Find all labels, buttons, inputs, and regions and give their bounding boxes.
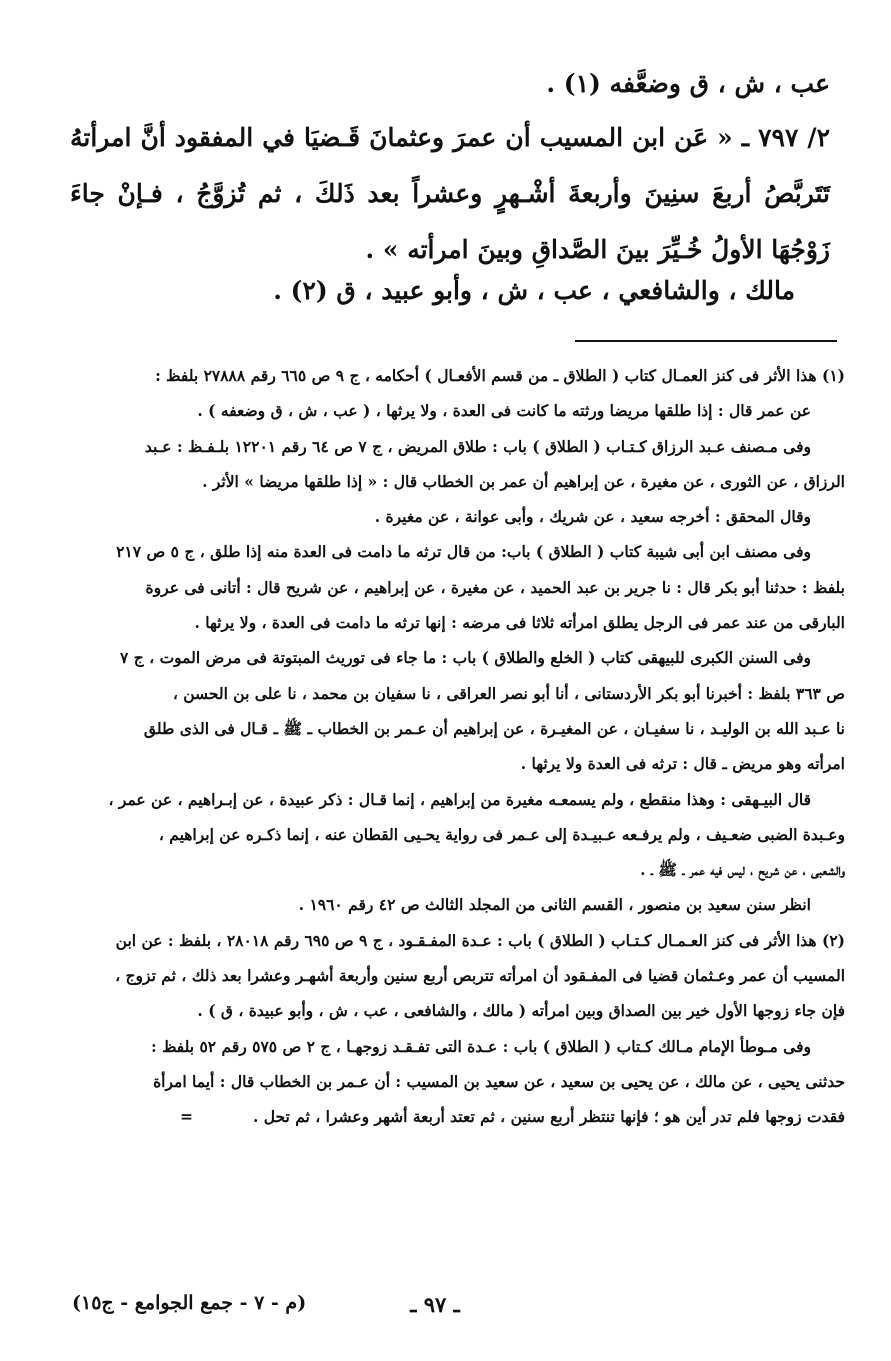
footnote-1-line: نا عـبد الله بن الوليـد ، نا سفيـان ، عن المغيـرة ، عن إبراهيم أن عـمر بن الخطاب ـ ﷺ ـ قـال فى الذى طلق <box>143 718 845 738</box>
continuation-mark: = <box>179 1107 193 1127</box>
footnote-1-line: (١) هذا الأثر فى كنز العمـال كتاب ( الطلاق ـ من قسم الأفعـال ) أحكامه ، ج ٩ ص ٦٦٥ رقم ٢٧٨٨٨ بلفظ : <box>155 366 845 385</box>
footnote-1-line: امرأته وهو مريض ـ قال : ترثه فى العدة ولا يرثها . <box>520 754 845 774</box>
hadith-sources: مالك ، والشافعي ، عب ، ش ، وأبو عبيد ، ق (٢) . <box>273 276 795 305</box>
footnote-1-line: قال البيـهقى : وهذا منقطع ، ولم يسمعـه مغيرة من إبراهيم ، إنما قـال : ذكر عبيدة ، عن إبـراهيم ، عن عمر ، <box>108 789 811 809</box>
footnote-1-line: انظر سنن سعيد بن منصور ، القسم الثانى من المجلد الثالث ص ٤٢ رقم ١٩٦٠ . <box>298 895 811 915</box>
footnote-2-text: فقدت زوجها فلم تدر أين هو ؛ فإنها تنتظر أربع سنين ، ثم تعتد أربعة أشهر وعشرا ، ثم تحل . <box>252 1107 845 1127</box>
footnote-separator <box>575 340 837 342</box>
footnote-2-line: المسيب أن عمر وعـثمان قضيا فى المفـقود أن امرأته تتربص أربع سنين وأربعة أشهـر وعشرا بعد ذلك ، ثم تزوج ، <box>115 966 845 986</box>
signature-mark: (م - ٧ - جمع الجوامع - ج١٥) <box>72 1292 307 1314</box>
footnote-2-line <box>70 1099 845 1134</box>
continuation-line: عب ، ش ، ق وضعَّفه (١) . <box>546 69 830 98</box>
footnote-2-line: وفى مـوطأ الإمام مـالك كـتاب ( الطلاق ) باب : عـدة التى تفـقـد زوجهـا ، ج ٢ ص ٥٧٥ رقم ٥٢ بلفظ : <box>150 1036 811 1056</box>
footnotes <box>70 358 845 1135</box>
footnote-2-line: (٢) هذا الأثر فى كنز العـمـال كـتـاب ( الطلاق ) باب : عـدة المفـقـود ، ج ٩ ص ٦٩٥ رقم ٢٨٠١٨ ، بلفظ : عن ابن <box>115 930 845 950</box>
hadith-paragraph: ٢/ ٧٩٧ ـ « عَن ابن المسيب أن عمرَ وعثمانَ قَـضيَا في المفقود أنَّ امرأتهُ تَتَربَّصُ أربعَ سنِينَ وأربعةَ أشْـهرٍ وعشراً بعد ذَلكَ ، ثم تُزوَّجُ ، فـإنْ جاءَ زَوْجُهَا الأولُ خُـيِّرَ بينَ الصَّداقِ وبينَ امرأته » . <box>70 123 830 264</box>
footnote-1-line: بلفظ : حدثنا أبو بكر قال : نا جرير بن عبد الحميد ، عن مغيرة ، عن إبراهيم ، عن شريح قال : أتانى فى عروة <box>145 577 845 597</box>
page-number: ـ ٩٧ ـ <box>410 1292 460 1317</box>
footnote-1-line: ص ٣٦٣ بلفظ : أخبرنا أبو بكر الأردستانى ، أنا أبو نصر العراقى ، نا سفيان بن محمد ، نا على بن الحسن ، <box>172 683 845 703</box>
footnote-1-line: وفى مصنف ابن أبى شيبة كتاب ( الطلاق ) باب: من قال ترثه ما دامت فى العدة منه إذا طلق ، ج ٥ ص ٢١٧ <box>116 542 811 562</box>
main-text-block <box>70 62 830 106</box>
footnote-1-line: والشعبى ، عن شريح ، ليس فيه عمر ـ ﷺ ـ . <box>640 860 845 880</box>
footnote-1-line: وقال المحقق : أخرجه سعيد ، عن شريك ، وأبى عوانة ، عن مغيرة . <box>374 507 811 527</box>
footnote-1-line: البارقى من عند عمر فى الرجل يطلق امرأته ثلاثا فى مرضه : إنها ترثه ما دامت فى العدة ، ولا يرثها . <box>194 613 845 633</box>
footnote-1-line: عن عمر قال : إذا طلقها مريضا ورثته ما كانت فى العدة ، ولا يرثها ، ( عب ، ش ، ق وضعفه ) . <box>197 401 811 421</box>
footnote-1-line: وفى السنن الكبرى للبيهقى كتاب ( الخلع والطلاق ) باب : ما جاء فى توريث المبتوتة فى مرض الموت ، ج ٧ <box>120 648 811 668</box>
footnote-1-line: وعـبدة الضبى ضعـيف ، ولم يرفـعه عـبيـدة إلى عـمر فى رواية يحـيى القطان عنه ، إنما ذكـره عن إبراهيم ، <box>158 824 845 844</box>
footnote-1-line: الرزاق ، عن الثورى ، عن مغيرة ، عن إبراهيم أن عمر بن الخطاب قال : « إذا طلقها مريضا » الأثر . <box>202 471 845 491</box>
footnote-2-line: فإن جاء زوجها الأول خير بين الصداق وبين امرأته ( مالك ، والشافعى ، عب ، ش ، وأبو عبيدة ، ق ) . <box>197 1001 845 1021</box>
footnote-2-line: حدثنى يحيى ، عن مالك ، عن يحيى بن سعيد ، عن سعيد بن المسيب : أن عـمر بن الخطاب قال : أيما امرأة <box>153 1071 845 1091</box>
footnote-1-line: وفى مـصنف عـبد الرزاق كـتـاب ( الطلاق ) باب : طلاق المريض ، ج ٧ ص ٦٤ رقم ١٢٢٠١ بلـفـظ : عـبد <box>144 436 811 456</box>
